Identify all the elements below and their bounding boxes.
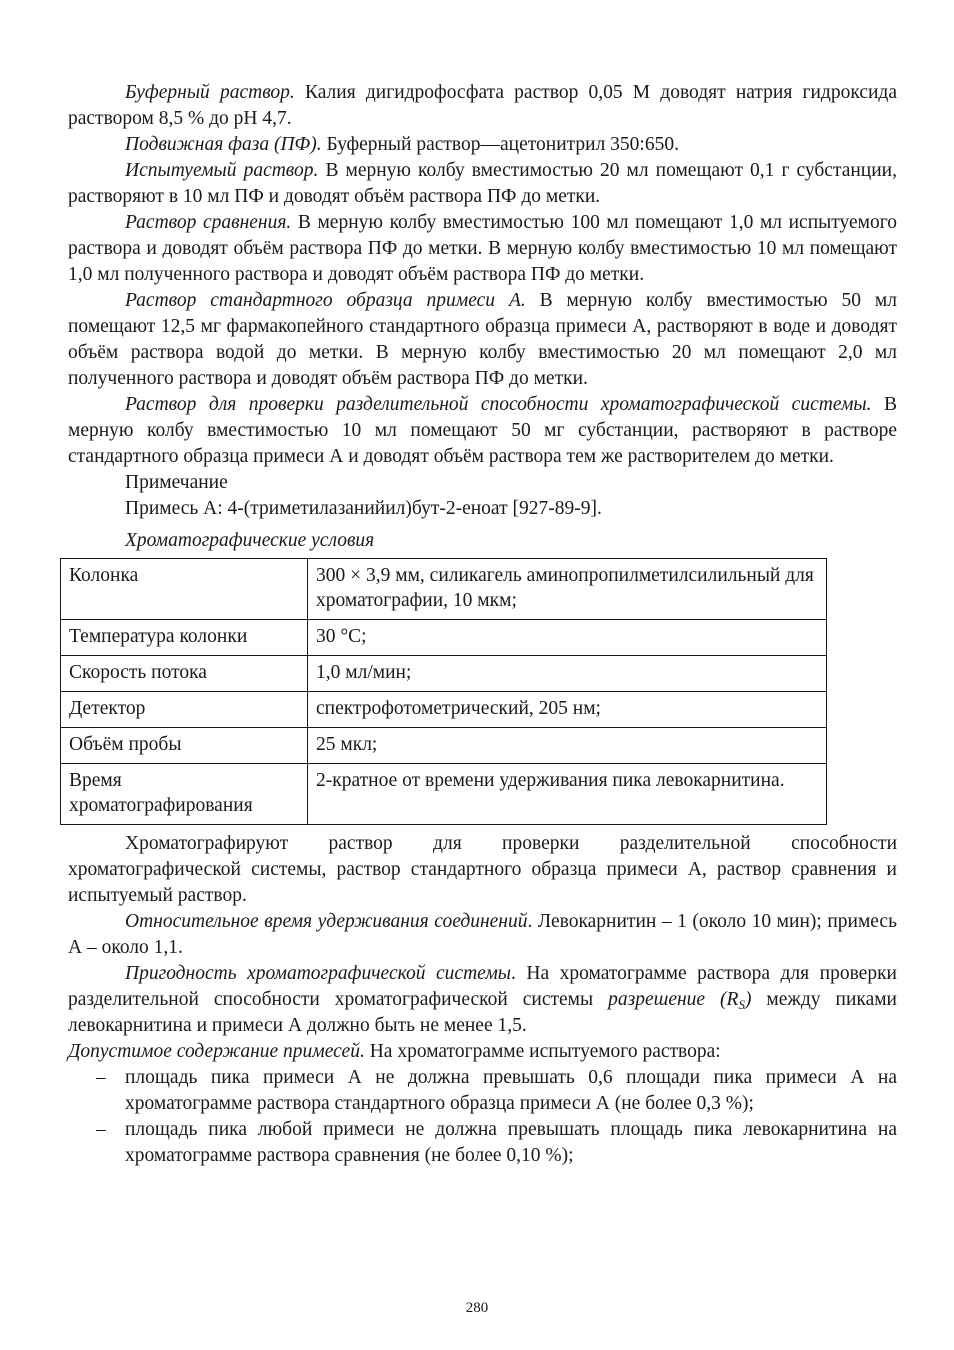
impurity-limits-list <box>68 1065 897 1169</box>
buffer-text: Калия дигидрофосфата раствор 0,05 М доводят натрия гидроксида раствором 8,5 % до рН 4,7. <box>68 82 897 129</box>
mobile-phase-title: Подвижная фаза (ПФ). <box>125 134 322 155</box>
table-row <box>61 692 827 728</box>
paragraph-relative-retention <box>68 909 897 961</box>
resolution-solution-title: Раствор для проверки разделительной способности хроматографической системы. <box>125 394 872 415</box>
reference-solution-title: Раствор сравнения. <box>125 212 292 233</box>
page-number: 280 <box>465 1300 489 1316</box>
test-solution-title: Испытуемый раствор. <box>125 160 319 181</box>
list-item-text: площадь пика любой примеси не должна превышать площадь пика левокарнитина на хроматограмме раствора сравнения (не более 0,10 %); <box>125 1119 897 1166</box>
table-row <box>61 656 827 692</box>
system-suitability-text: . На хроматограмме раствора для проверки разделительной способности хроматографической системы <box>68 963 897 1010</box>
paragraph-impurity-limits <box>68 1039 897 1065</box>
table-key-cell: Объём пробы <box>61 728 308 764</box>
resolution-term: разрешение (R <box>608 989 739 1010</box>
impurity-limits-title: Допустимое содержание примесей. <box>68 1041 365 1062</box>
paragraph-system-suitability <box>68 961 897 1039</box>
relative-retention-text: . Левокарнитин – 1 (около 10 мин); примесь А – около 1,1. <box>68 911 897 958</box>
table-key-cell: Колонка <box>61 559 308 620</box>
note-label: Примечание <box>125 472 228 493</box>
paragraph-reference-solution <box>68 210 897 288</box>
paragraph-chromatography: Хроматографируют раствор для проверки разделительной способности хроматографической системы, раствор стандартного образца примеси А, раствор сравнения и испытуемый раствор. <box>68 833 897 906</box>
dash-bullet: – <box>96 1067 106 1088</box>
table-key-cell: Детектор <box>61 692 308 728</box>
table-key-cell: Время хроматографирования <box>61 764 308 825</box>
table-value-cell: 25 мкл; <box>308 728 827 764</box>
table-value-cell: 300 × 3,9 мм, силикагель аминопропилметилсилильный для хроматографии, 10 мкм; <box>308 559 827 620</box>
table-caption: Хроматографические условия <box>125 530 375 551</box>
system-suitability-title: Пригодность хроматографической системы <box>125 963 511 984</box>
table-key-cell: Температура колонки <box>61 620 308 656</box>
resolution-close: ) <box>744 989 752 1010</box>
paragraph-test-solution <box>68 158 897 210</box>
paragraph-resolution-solution <box>68 392 897 470</box>
impurity-limits-text: На хроматограмме испытуемого раствора: <box>364 1041 721 1062</box>
list-item <box>68 1065 897 1117</box>
table-row <box>61 728 827 764</box>
resolution-subscript: S <box>738 997 745 1012</box>
system-suitability-text-end: между пиками левокарнитина и примеси А должно быть не менее 1,5. <box>68 989 897 1036</box>
table-row <box>61 620 827 656</box>
buffer-title: Буферный раствор. <box>125 82 295 103</box>
standard-solution-title: Раствор стандартного образца примеси А. <box>125 290 526 311</box>
paragraph-buffer <box>68 80 897 132</box>
chromatographic-conditions-table <box>60 558 827 825</box>
table-value-cell: 30 °С; <box>308 620 827 656</box>
paragraph-standard-solution <box>68 288 897 392</box>
paragraph-mobile-phase <box>68 132 897 158</box>
table-value-cell: 1,0 мл/мин; <box>308 656 827 692</box>
table-value-cell: спектрофотометрический, 205 нм; <box>308 692 827 728</box>
test-solution-text: В мерную колбу вместимостью 20 мл помещают 0,1 г субстанции, растворяют в 10 мл ПФ и доводят объём раствора ПФ до метки. <box>68 160 897 207</box>
table-row <box>61 559 827 620</box>
table-row <box>61 764 827 825</box>
note-text: Примесь А: 4-(триметилазанийил)бут-2-еноат [927-89-9]. <box>125 498 602 519</box>
list-item-text: площадь пика примеси А не должна превышать 0,6 площади пика примеси А на хроматограмме раствора стандартного образца примеси А (не более 0,3 %); <box>125 1067 897 1114</box>
table-key-cell: Скорость потока <box>61 656 308 692</box>
standard-solution-text: В мерную колбу вместимостью 50 мл помещают 12,5 мг фармакопейного стандартного образца примеси А, растворяют в воде и доводят объём раствора водой до метки. В мерную колбу вместимостью 20 мл помещают 2,0 мл полученного раствора и доводят объём раствора ПФ до метки. <box>68 290 897 389</box>
list-item <box>68 1117 897 1169</box>
reference-solution-text: В мерную колбу вместимостью 100 мл помещают 1,0 мл испытуемого раствора и доводят объём раствора ПФ до метки. В мерную колбу вместимостью 10 мл помещают 1,0 мл полученного раствора и доводят объём раствора ПФ до метки. <box>68 212 897 285</box>
table-value-cell: 2-кратное от времени удерживания пика левокарнитина. <box>308 764 827 825</box>
resolution-solution-text: В мерную колбу вместимостью 10 мл помещают 50 мг субстанции, растворяют в растворе стандартного образца примеси А и доводят объём раствора тем же растворителем до метки. <box>68 394 897 467</box>
relative-retention-title: Относительное время удерживания соединений <box>125 911 528 932</box>
mobile-phase-text: Буферный раствор—ацетонитрил 350:650. <box>321 134 679 155</box>
dash-bullet: – <box>96 1119 106 1140</box>
document-body <box>68 80 897 1169</box>
